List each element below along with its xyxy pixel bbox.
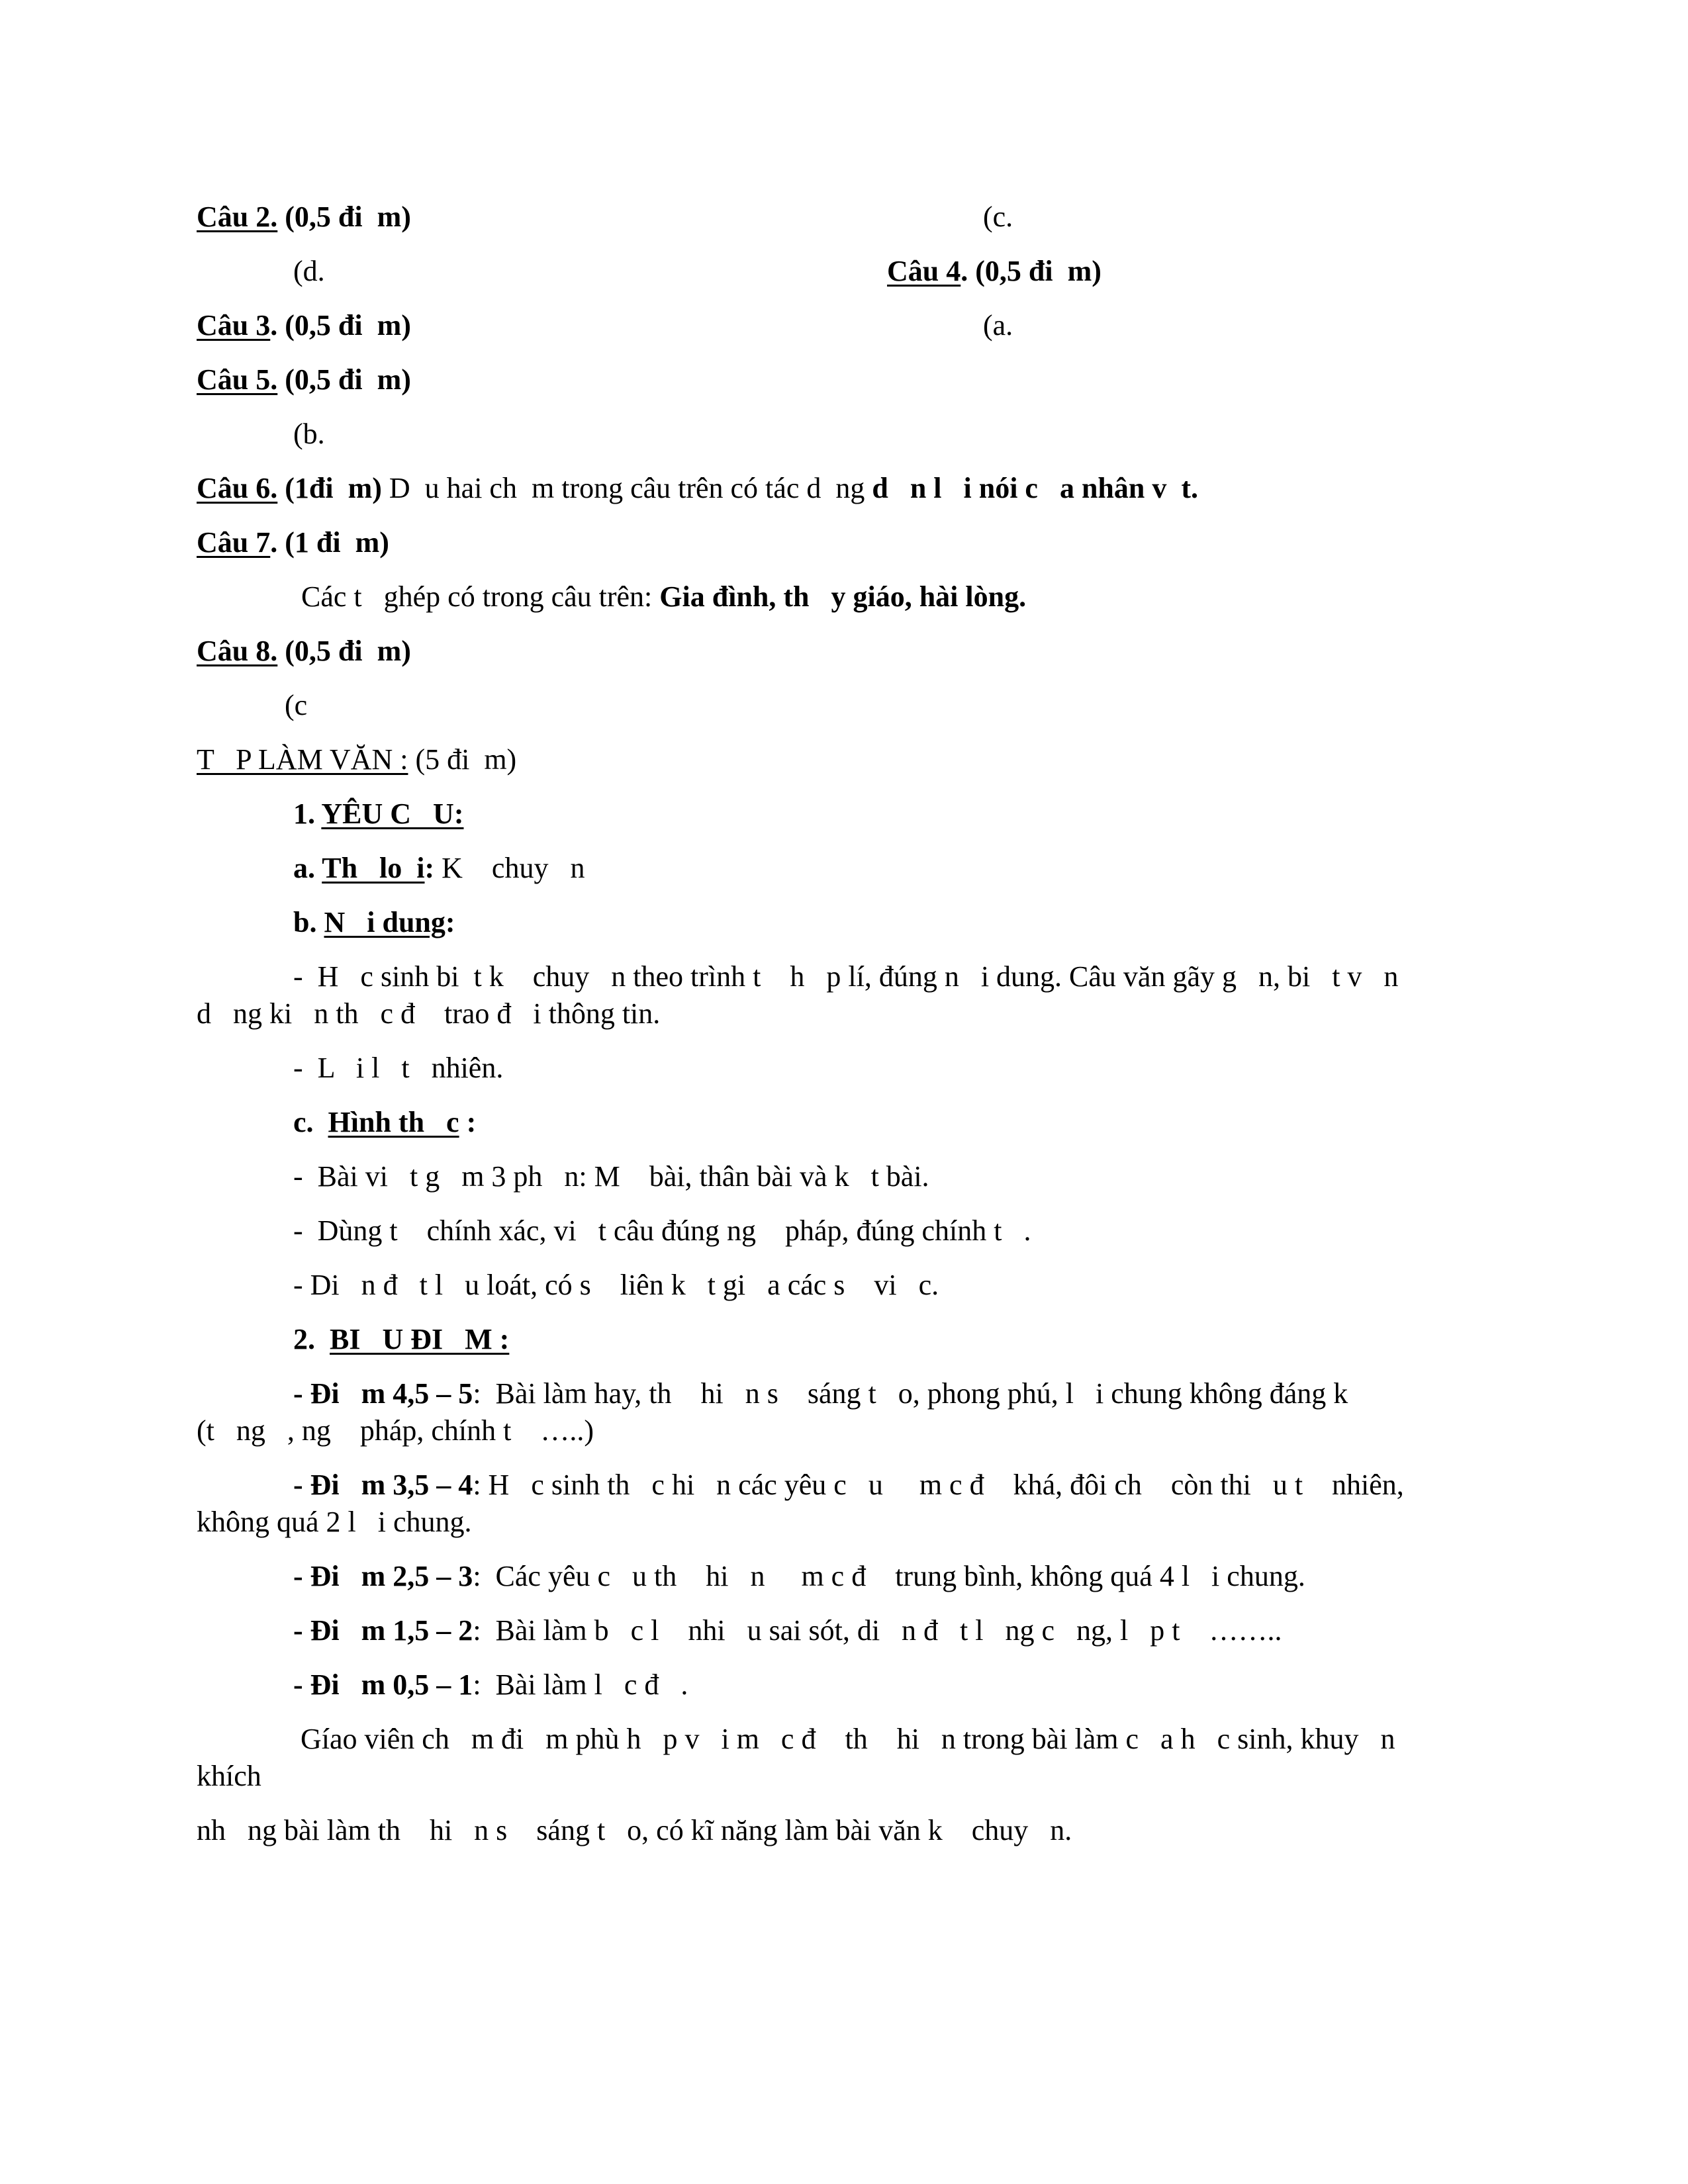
cau8-line [197,634,411,668]
requirements-number: 1. [293,797,322,830]
section-a-prefix: a. [293,852,322,884]
score-level-2-label: - Đi m 3,5 – 4 [293,1469,473,1501]
score-level-2 [293,1468,1404,1502]
requirements-title: YÊU C U: [321,797,464,830]
section-c-line1: - Bài vi t g m 3 ph n: M bài, thân bài và k t bài. [293,1160,929,1193]
score-level-5-text: : Bài làm l c đ . [473,1668,688,1701]
section-b-colon: : [445,906,455,938]
cau6-line [197,471,1198,506]
score-level-2-cont: không quá 2 l i chung. [197,1506,472,1538]
cau7-score: . (1 đi m) [270,526,389,559]
cau6-score: (1đi m) [277,472,382,504]
cau5-line [197,363,411,397]
cau4-line [887,254,1102,289]
score-level-5 [293,1668,688,1702]
cau5-choice: (b. [293,418,325,450]
section-a-colon: : [424,852,442,884]
score-level-3-text: : Các yêu c u th hi n m c đ trung bình, không quá 4 l i chung. [473,1560,1305,1592]
cau4-choice: (a. [983,309,1013,341]
section-b-heading [293,905,455,940]
section-a-title: Th lo i [322,852,425,884]
cau6-text: D u hai ch m trong câu trên có tác d ng [381,472,872,504]
cau2-choice: (d. [293,255,325,287]
score-level-4-text: : Bài làm b c l nhi u sai sót, di n đ t l ng c ng, l p t …….. [473,1614,1282,1647]
score-level-4 [293,1614,1282,1648]
score-level-1-text: : Bài làm hay, th hi n s sáng t o, phong phú, l i chung không đáng k [473,1377,1348,1410]
section-c-heading [293,1105,476,1140]
section-c-line3: - Di n đ t l u loát, có s liên k t gi a các s vi c. [293,1269,939,1301]
cau7-label: Câu 7 [197,526,271,559]
cau6-answer: d n l i nói c a nhân v t. [872,472,1199,504]
essay-heading-score: (5 đi m) [408,743,517,776]
cau3-line [197,308,411,343]
score-level-3-label: - Đi m 2,5 – 3 [293,1560,473,1592]
cau3-label: Câu 3 [197,309,271,341]
cau1-choice: (c. [983,201,1013,233]
cau8-score: (0,5 đi m) [277,635,411,667]
section-c-title: Hình th c [328,1106,459,1138]
section-c-prefix: c. [293,1106,328,1138]
score-level-1-label: - Đi m 4,5 – 5 [293,1377,473,1410]
section-b-line3: - L i l t nhiên. [293,1052,504,1084]
cau3-score: . (0,5 đi m) [270,309,411,341]
section-c-line2: - Dùng t chính xác, vi t câu đúng ng pháp, đúng chính t . [293,1214,1031,1247]
score-level-1-cont: (t ng , ng pháp, chính t …..) [197,1414,594,1447]
requirements-heading [293,797,463,831]
cau4-label: Câu 4 [887,255,961,287]
cau7-text: Các t ghép có trong câu trên: [301,580,660,613]
closing-line1: Gíao viên ch m đi m phù h p v i m c đ th hi n trong bài làm c a h c sinh, khuy n [293,1723,1395,1755]
closing-line3: nh ng bài làm th hi n s sáng t o, có kĩ năng làm bài văn k chuy n. [197,1814,1072,1846]
score-level-3 [293,1559,1305,1594]
cau2-line [197,200,411,234]
cau7-answer: Gia đình, th y giáo, hài lòng. [659,580,1027,613]
cau5-score: (0,5 đi m) [277,363,411,396]
section-b-line2: d ng ki n th c đ trao đ i thông tin. [197,997,661,1030]
cau6-label: Câu 6. [197,472,278,504]
section-a-line [293,851,585,886]
score-level-1 [293,1377,1348,1411]
scoring-heading [293,1322,509,1357]
cau8-choice: (c [285,689,308,721]
cau2-label: Câu 2. [197,201,278,233]
section-b-title: N i dung [324,906,445,938]
cau7-answer-line [301,580,1026,614]
cau4-score: . (0,5 đi m) [961,255,1102,287]
closing-line2: khích [197,1760,261,1792]
score-level-4-label: - Đi m 1,5 – 2 [293,1614,473,1647]
score-level-2-text: : H c sinh th c hi n các yêu c u m c đ khá, đôi ch còn thi u t nhiên, [473,1469,1404,1501]
score-level-5-label: - Đi m 0,5 – 1 [293,1668,473,1701]
cau7-line [197,525,389,560]
section-b-prefix: b. [293,906,324,938]
cau8-label: Câu 8. [197,635,278,667]
section-b-line1: - H c sinh bi t k chuy n theo trình t h p lí, đúng n i dung. Câu văn gãy g n, bi t v n [293,960,1399,993]
section-a-text: K chuy n [442,852,585,884]
cau2-score: (0,5 đi m) [277,201,411,233]
essay-heading-line [197,743,516,777]
essay-heading: T P LÀM VĂN : [197,743,408,776]
scoring-number: 2. [293,1323,330,1355]
cau5-label: Câu 5. [197,363,278,396]
scoring-title: BI U ĐI M : [330,1323,510,1355]
section-c-colon: : [459,1106,477,1138]
